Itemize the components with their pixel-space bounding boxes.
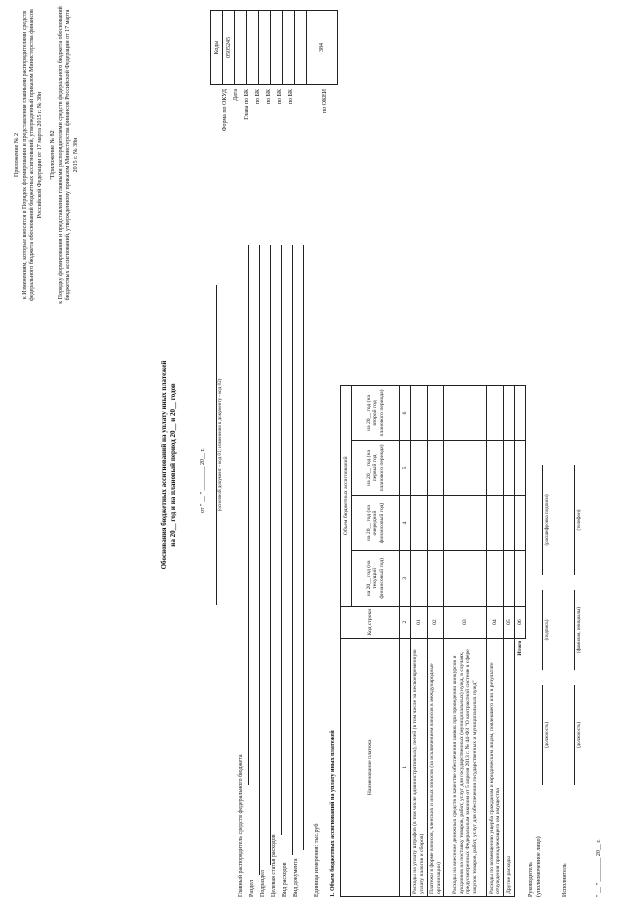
table-row-total: Итого 06 bbox=[515, 386, 526, 897]
codes-okei: 384 bbox=[307, 11, 338, 85]
col-header-volume: Объем бюджетных ассигнований bbox=[341, 386, 352, 607]
signature-date: " __ " ________ 20__ г. bbox=[596, 839, 602, 897]
col-header-y4: на 20__ год (на второй год планового периода) bbox=[352, 386, 400, 441]
section-heading: 1. Объем бюджетных ассигнований на уплату иных платежей bbox=[330, 730, 336, 897]
appendix-text: к Изменениям, которые вносятся в Порядок формирования и представления главными распорядителями средств федерального бюджета обоснований бюджетных ассигнований, утвержденный приказом Министерства финансов Российской Федерации от 17 марта 2015 г. № 38н bbox=[21, 9, 43, 301]
codes-header: Коды bbox=[211, 11, 223, 85]
appendix-sub-text: к Порядку формирования и представления главными распорядителями средств федерального бюджета обоснований бюджетных ассигнований, утвержденному приказом Министерства финансов Российской Федерации от 17 марта 2015 г. № 38н bbox=[57, 6, 79, 304]
col-header-y2: на 20__ год (на очередной финансовый год) bbox=[352, 495, 400, 550]
table-row: Расходы на внесение денежных средств в качестве обеспечения заявок при проведении конкурсов и аукционов на поставку товаров, работ, услуг для государственных (муниципальных) нужд, в случаях, предусмотренных Федеральным законом от 5 апреля 2013 г. № 44-ФЗ "О контрактной системе в сфере закупок товаров, работ, услуг для обеспечения государственных и муниципальных нужд" 03 bbox=[444, 386, 487, 897]
index-row: 1 2 3 4 5 6 bbox=[400, 386, 411, 897]
header-fields: Главный распорядитель средств федерального бюджета Раздел Подраздел Целевая статья расходов Вид расходов Вид документа Единица измерения: тыс.руб bbox=[238, 754, 320, 897]
col-header-name: Наименование платежа bbox=[341, 638, 400, 896]
payments-table bbox=[340, 385, 526, 897]
code-labels: Форма по ОКУД Дата Глава по БК по БК по БК по БК по БК по ОКЕИ bbox=[222, 89, 328, 132]
col-header-y1: на 20__ год (на текущий финансовый год) bbox=[352, 551, 400, 606]
table-row: Расходы по возмещению ущерба гражданам и юридическим лицам, повлекшего или в результате отчуждения принадлежащего им имущества 04 bbox=[487, 386, 504, 897]
appendix-block bbox=[14, 5, 80, 305]
table-row: Расходы на уплату штрафов (в том числе административных), пеней (в том числе за несвоевременную уплату налогов и сборов) 01 bbox=[411, 386, 428, 897]
rotated-sheet: Приложение № 2 к Изменениям, которые вносятся в Порядок формирования и представления главными распорядителями средств федерального бюджета обоснований бюджетных ассигнований, утвержденный приказом Министерства финансов Российской Федерации от 17 марта 2015 г. № 38н "Приложение № 82 к Порядку формирования и представления главными распорядителями средств федерального бюджета обоснований бюджетных ассигнований, утвержденному приказом Министерства финансов Российской Федерации от 17 марта 2015 г. № 38н Обоснования бюджетных ассигнований на уплату иных платежей на 20__ год и на плановый период 20__ и 20__ годов от " __ " ________ 20__ г. (основной документ - код 01; изменения к документу - код 02) Коды 0505245 384 Форма по ОКУД Дата Глава по БК по БК по БК по БК по БК по ОКЕИ Главный распорядитель средств федерального бюджета Раздел Подраздел Целевая статья расходов Вид расходов Вид документа Единица измерения: тыс.руб 1. Объем бюджетных ассигнований на уплату иных платежей Наименование платежа Код строки Объем бюджетных ассигнований на 20__ год (на текущий финансовый год) на 20__ год (на очередной финансовый год) на 20__ год (на первый год планового периода) на 20__ год (на второй год планового периода) 1 2 3 4 5 6 Расходы на уплату штрафов (в том числе административных), пеней (в том числе за несвоевременную уплату налогов и сборов) 01 Платежи в форме взносов, членских и иных взносов (за исключением взносов в международные организации) 02 Расходы на внесение денежных средств в качестве обеспечения заявок при проведении конкурсов и аукционов на поставку товаров, работ, услуг для государственных (муниципальных) нужд, в случаях, предусмотренных Федеральным законом от 5 апреля 2013 г. № 44-ФЗ "О контрактной системе в сфере закупок товаров, работ, услуг для обеспечения государственных и муниципальных нужд" 03 Расходы по возмещению ущерба гражданам и юридическим лицам, повлекшего или в результате отчуждения принадлежащего им имущества 04 Другие расходы 05 Итого 06 Руководитель (уполномоченное лицо) (должность) (подпись) (расшифровка подписи) Исполнитель (должность) (фамилия, инициалы) (телефон) " __ " ________ 20__ г. bbox=[14, 6, 602, 897]
executor-label: Исполнитель bbox=[562, 863, 568, 897]
appendix-number: Приложение № 2 bbox=[14, 133, 20, 177]
signatory-head: Руководитель (уполномоченное лицо) bbox=[528, 836, 542, 897]
codes-table bbox=[210, 10, 338, 85]
col-header-code: Код строки bbox=[341, 606, 400, 638]
date-line: от " __ " ________ 20__ г. bbox=[200, 448, 206, 513]
codes-okud: 0505245 bbox=[223, 11, 235, 85]
document-title: Обоснования бюджетных ассигнований на уплату иных платежей на 20__ год и на плановый период 20__ и 20__ годов bbox=[160, 360, 177, 570]
table-row: Другие расходы 05 bbox=[504, 386, 515, 897]
col-header-y3: на 20__ год (на первый год планового периода) bbox=[352, 440, 400, 495]
appendix-sub-number: "Приложение № 82 bbox=[50, 130, 56, 180]
table-row: Платежи в форме взносов, членских и иных взносов (за исключением взносов в международные организации) 02 bbox=[428, 386, 444, 897]
document-note: (основной документ - код 01; изменения к документу - код 02) bbox=[218, 378, 223, 512]
